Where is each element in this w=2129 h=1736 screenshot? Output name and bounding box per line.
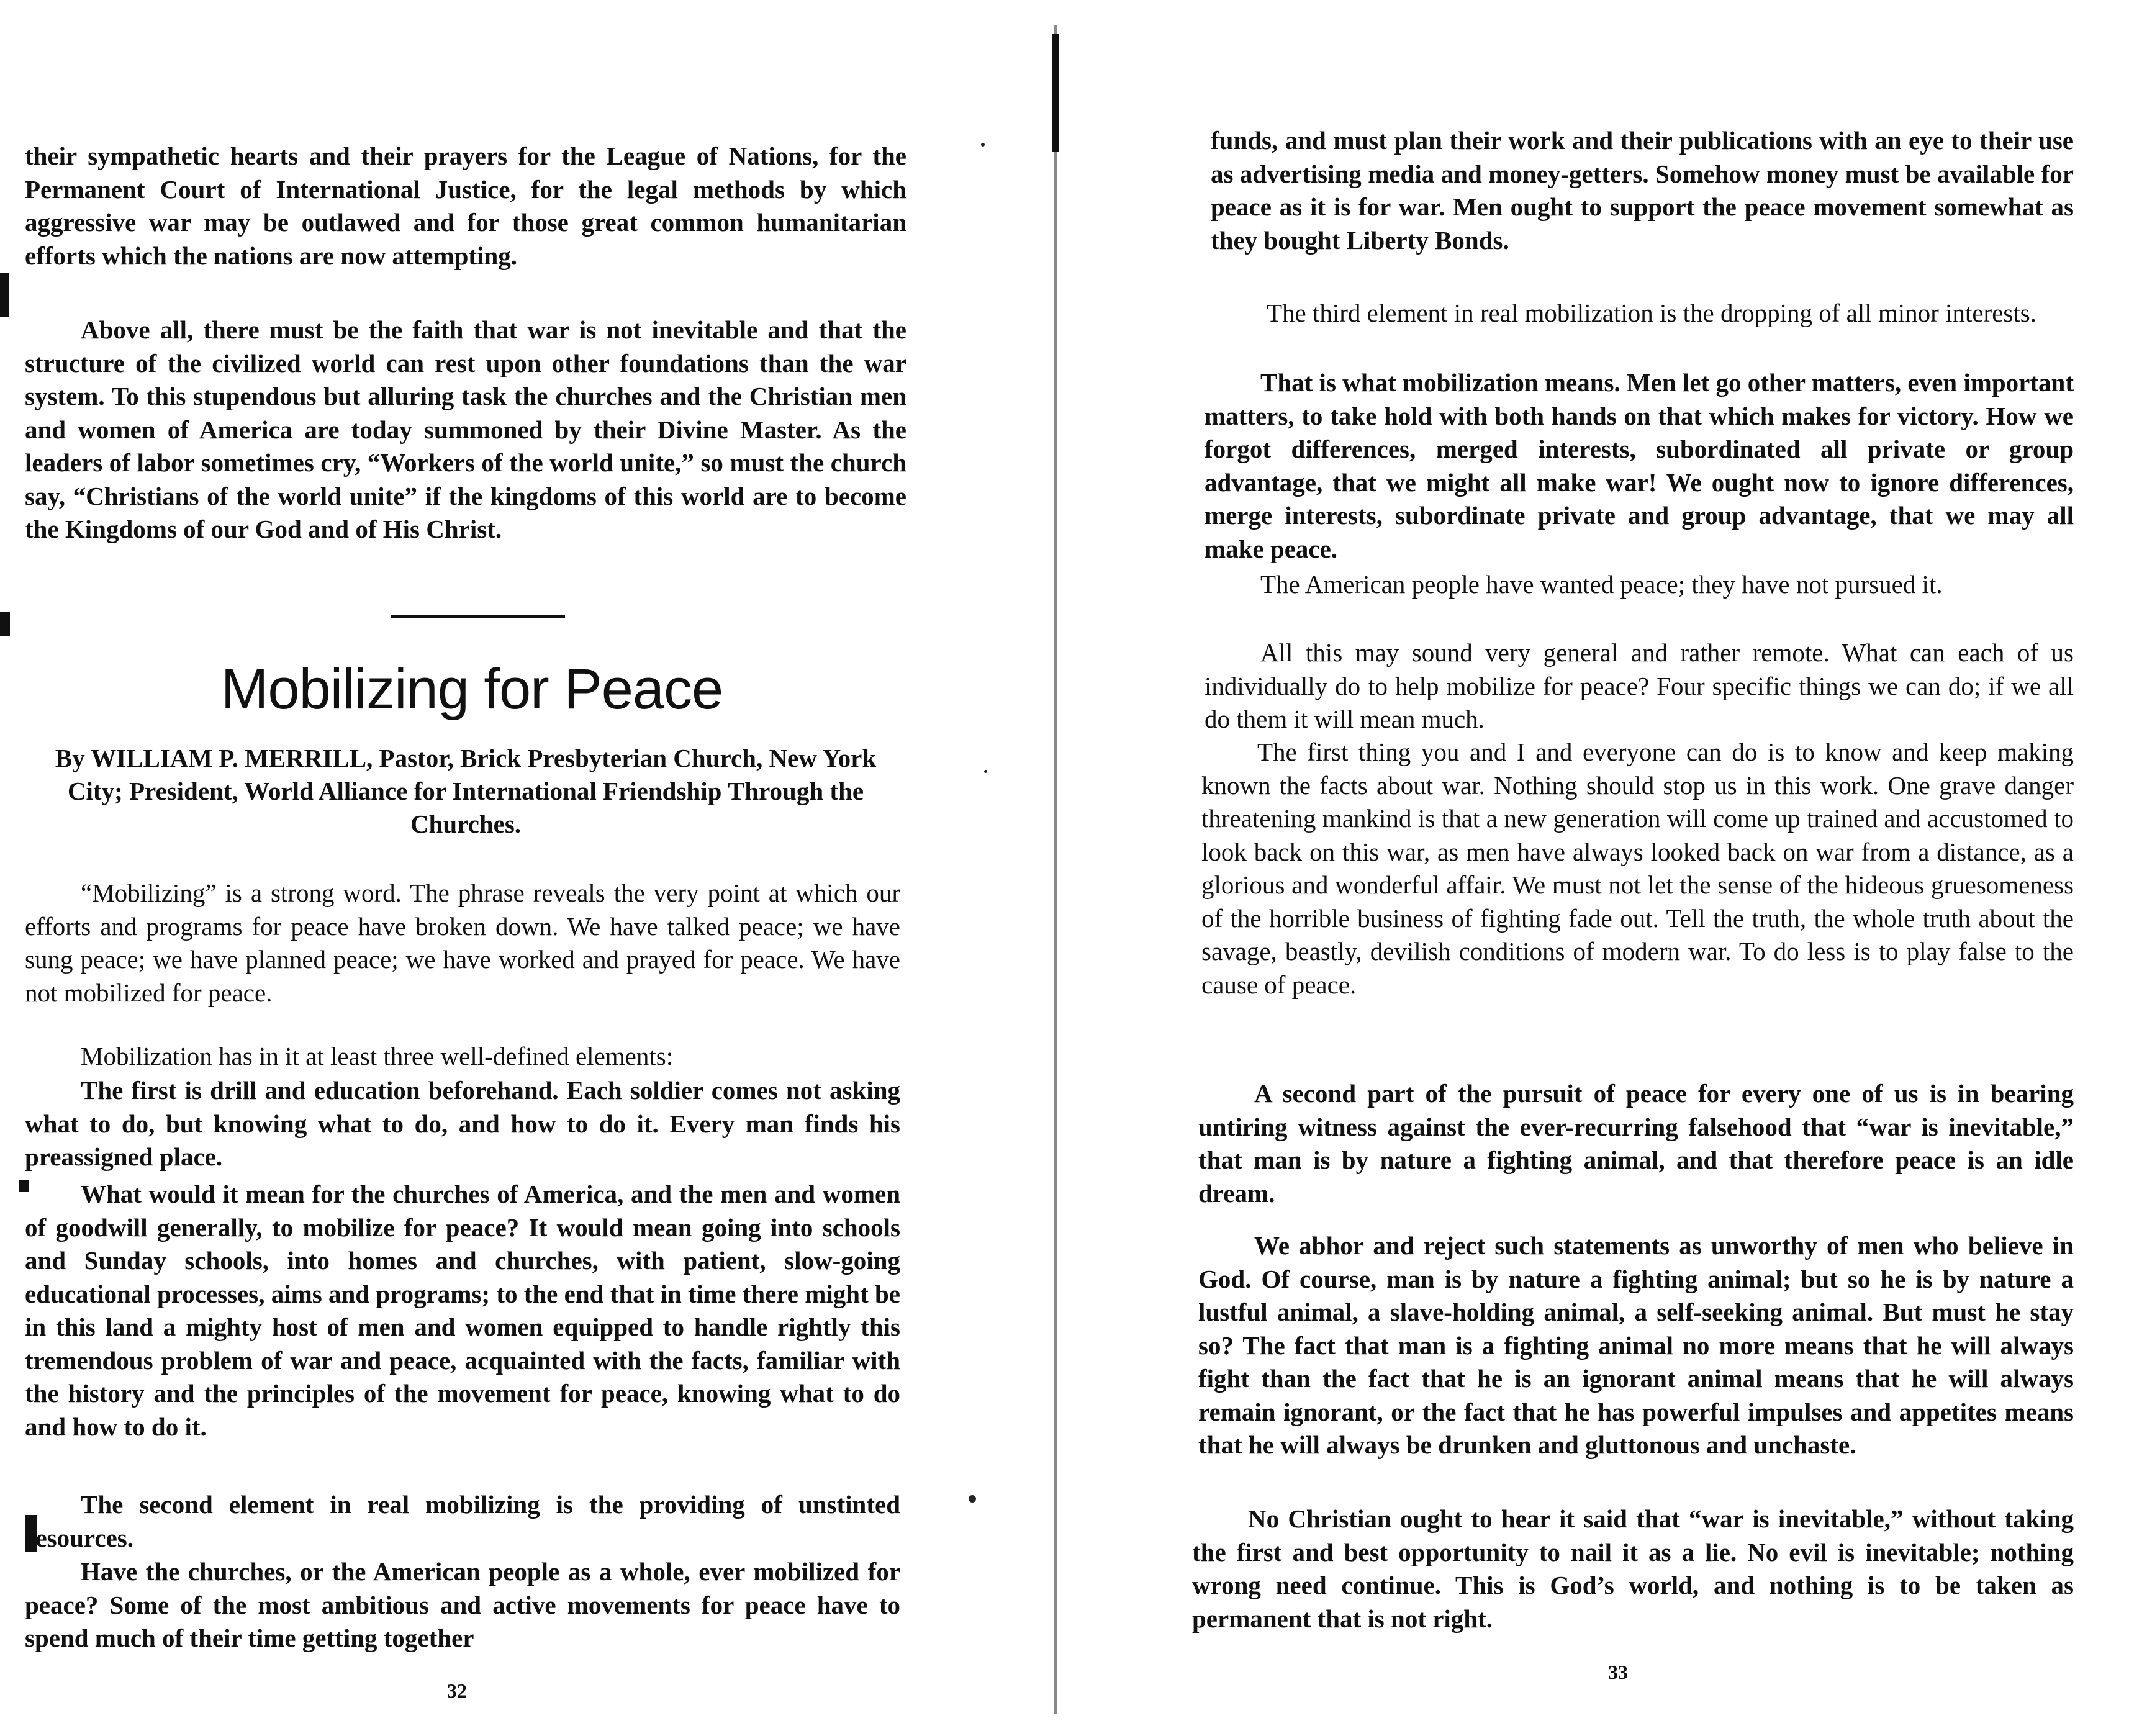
article-paragraph: The second element in real mobilizing is the providing of unstinted resources. [25,1490,900,1552]
gutter-shadow [1054,25,1057,1714]
speck [984,770,987,773]
right-page [1192,0,2074,1736]
article-paragraph: What would it mean for the churches of America, and the men and women of goodwill generally, to mobilize for peace? It would mean going into schools and Sunday schools, into homes and churches, with patient, slow-going educational processes, aims and programs; to the end that in time there might be in this land a mighty host of men and women equipped to handle rightly this tremendous problem of war and peace, acquainted with the facts, familiar with the history and the principles of the movement for peace, knowing what to do and how to do it. [25,1180,900,1441]
article-paragraph: We abhor and reject such statements as unworthy of men who believe in God. Of course, man is by nature a fighting animal; but so he is by nature a lustful animal, a slave-holding animal, a self-seeking animal. But must he stay so? The fact that man is a fighting animal no more means that he will always fight than the fact that he is an ignorant animal means that he will always remain ignorant, or the fact that he has powerful impulses and appetites means that he will always be drunken and gluttonous and unchaste. [1198,1231,2074,1459]
section-divider [391,615,565,618]
left-page [25,0,919,1736]
article-paragraph: “Mobilizing” is a strong word. The phrase reveals the very point at which our efforts and programs for peace have broken down. We have talked peace; we have sung peace; we have planned peace; we have worked and prayed for peace. We have not mobilized for peace. [25,879,900,1007]
article-paragraph: All this may sound very general and rather remote. What can each of us individually do to help mobilize for peace? Four specific things we can do; if we all do them it will mean much. [1205,638,2074,733]
continued-paragraph: Above all, there must be the faith that war is not inevitable and that the structure of the civilized world can rest upon other foundations than the war system. To this stupendous but alluring task the churches and the Christian men and women of America are today summoned by their Divine Master. As the leaders of labor sometimes cry, “Workers of the world unite,” so must the church say, “Christians of the world unite” if the kingdoms of this world are to become the Kingdoms of our God and of His Christ. [25,315,906,543]
gutter-mark [1052,34,1059,152]
article-paragraph: Have the churches, or the American people as a whole, ever mobilized for peace? Some of the most ambitious and active movements for peace have to spend much of their time getting together [25,1557,900,1652]
speck [981,143,985,147]
page-number: 33 [1608,1661,1628,1683]
edge-mark [0,273,9,317]
article-paragraph: The first is drill and education beforehand. Each soldier comes not asking what to do, but knowing what to do, and how to do it. Every man finds his preassigned place. [25,1076,900,1171]
page-number: 32 [447,1679,467,1702]
article-paragraph: Mobilization has in it at least three well-defined elements: [81,1042,674,1070]
article-title: Mobilizing for Peace [220,658,723,721]
article-byline: By WILLIAM P. MERRILL, Pastor, Brick Presbyterian Church, New York City; President, World Alliance for International Friendship Through the Churches. [55,744,877,838]
article-paragraph: A second part of the pursuit of peace for every one of us is in bearing untiring witness against the ever-recurring falsehood that “war is inevitable,” that man is by nature a fighting animal, and that therefore peace is an idle dream. [1198,1079,2074,1208]
edge-mark [0,612,10,636]
article-paragraph: That is what mobilization means. Men let go other matters, even important matters, to take hold with both hands on that which makes for victory. How we forgot differences, merged interests, subordinated all private or group advantage, that we might all make war! We ought now to ignore differences, merge interests, subordinate private and group advantage, that we may all make peace. [1205,368,2074,563]
article-paragraph: The first thing you and I and everyone can do is to know and keep making known the facts about war. Nothing should stop us in this work. One grave danger threatening mankind is that a new generation will come up trained and accustomed to look back on this war, as men have always looked back on war from a distance, as a glorious and wonderful affair. We must not let the sense of the hideous gruesomeness of the horrible business of fighting fade out. Tell the truth, the whole truth about the savage, beastly, devilish conditions of modern war. To do less is to play false to the cause of peace. [1201,738,2074,999]
article-paragraph: The third element in real mobilization is the dropping of all minor interests. [1267,299,2036,327]
article-paragraph: funds, and must plan their work and their publications with an eye to their use as advertising media and money-getters. Somehow money must be available for peace as it is for war. Men ought to support the peace movement somewhat as they bought Liberty Bonds. [1211,126,2074,255]
article-paragraph: No Christian ought to hear it said that “war is inevitable,” without taking the first and best opportunity to nail it as a lie. No evil is inevitable; nothing wrong need continue. This is God’s world, and nothing is to be taken as permanent that is not right. [1192,1504,2074,1633]
continued-paragraph: their sympathetic hearts and their prayers for the League of Nations, for the Permanent Court of International Justice, for the legal methods by which aggressive war may be outlawed and for those great common humanitarian efforts which the nations are now attempting. [25,142,906,270]
speck [969,1495,976,1503]
article-paragraph: The American people have wanted peace; they have not pursued it. [1260,570,1943,599]
